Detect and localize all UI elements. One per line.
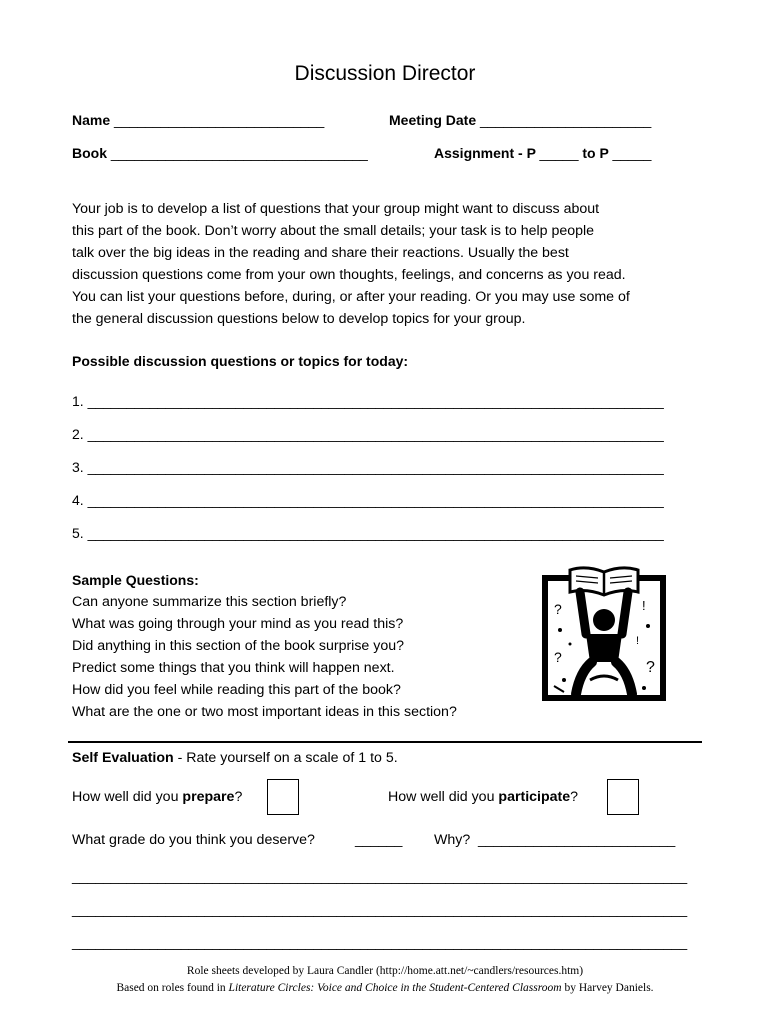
question-line-1[interactable]: 1. __________________________________________________________________________ [72,393,664,409]
svg-text:!: ! [642,598,646,613]
self-evaluation-subtitle: - Rate yourself on a scale of 1 to 5. [173,750,398,766]
sample-questions [72,569,457,723]
section-divider [68,741,702,743]
participate-bold: participate [498,789,571,805]
svg-text:?: ? [554,601,562,617]
footer-source-prefix: Based on roles found in [116,982,229,994]
sample-question: Did anything in this section of the book surprise you? [72,638,405,654]
book-blank[interactable]: _________________________________ [110,145,368,161]
sample-question: What was going through your mind as you read this? [72,616,404,632]
assignment-end-blank[interactable]: _____ [612,145,652,161]
sample-questions-heading: Sample Questions: [72,572,199,588]
self-evaluation-heading [72,750,398,766]
svg-text:!: ! [636,635,640,647]
meeting-date-field[interactable] [389,112,651,128]
questions-heading: Possible discussion questions or topics for today: [72,353,409,369]
response-line-2[interactable]: _______________________________________________________________________________ [72,901,688,917]
assignment-start-blank[interactable]: _____ [539,145,579,161]
page-title: Discussion Director [294,62,476,85]
name-field[interactable] [72,112,324,128]
grade-question [72,832,315,848]
instruction-line: You can list your questions before, during, or after your reading. Or you may use some of [72,289,630,305]
instruction-line: discussion questions come from your own thoughts, feelings, and concerns as you read. [72,267,626,283]
footer-credit: Role sheets developed by Laura Candler (http://home.att.net/~candlers/resources.htm) [186,965,584,977]
self-evaluation-title: Self Evaluation [72,750,174,766]
participate-rating-box[interactable] [607,779,639,815]
participate-prefix: How well did you [388,789,499,805]
question-line-2[interactable]: 2. __________________________________________________________________________ [72,426,664,442]
prepare-prefix: How well did you [72,789,183,805]
instruction-line: Your job is to develop a list of questions that your group might want to discuss about [72,201,600,217]
prepare-bold: prepare [182,789,235,805]
name-label: Name [72,112,111,128]
participate-suffix: ? [570,789,579,805]
sample-question: Predict some things that you think will happen next. [72,660,395,676]
question-line-5[interactable]: 5. __________________________________________________________________________ [72,525,664,541]
participate-question [388,789,578,805]
instructions-paragraph [72,198,712,330]
name-blank[interactable]: ___________________________ [114,112,325,128]
svg-text:?: ? [646,659,655,676]
sample-question: How did you feel while reading this part of the book? [72,682,401,698]
grade-blank[interactable]: ______ [355,832,403,848]
sample-question: Can anyone summarize this section briefly? [72,594,347,610]
footer-source-suffix: by Harvey Daniels. [561,982,654,994]
assignment-to-label: to P [582,145,609,161]
instruction-line: this part of the book. Don’t worry about the small details; your task is to help people [72,223,595,239]
sample-question: What are the one or two most important ideas in this section? [72,704,457,720]
reader-illustration-icon [540,562,668,704]
prepare-rating-box[interactable] [267,779,299,815]
book-field[interactable] [72,145,368,161]
instruction-line: the general discussion questions below to develop topics for your group. [72,311,526,327]
question-line-3[interactable]: 3. __________________________________________________________________________ [72,459,664,475]
prepare-question [72,789,242,805]
footer-source [0,982,770,994]
why-blank[interactable]: _________________________ [478,832,676,848]
grade-question-text: What grade do you think you deserve? [72,832,315,848]
instruction-line: talk over the big ideas in the reading and share their reactions. Usually the best [72,245,569,261]
assignment-label: Assignment - P [434,145,536,161]
assignment-field[interactable] [434,145,651,161]
footer-book-title: Literature Circles: Voice and Choice in the Student-Centered Classroom [228,982,562,994]
meeting-date-label: Meeting Date [389,112,477,128]
book-label: Book [72,145,107,161]
response-line-1[interactable]: _______________________________________________________________________________ [72,868,688,884]
question-line-4[interactable]: 4. __________________________________________________________________________ [72,492,664,508]
why-label: Why? [434,832,471,848]
svg-text:?: ? [554,649,562,665]
response-line-3[interactable]: _______________________________________________________________________________ [72,934,688,950]
prepare-suffix: ? [234,789,243,805]
meeting-date-blank[interactable]: ______________________ [480,112,652,128]
